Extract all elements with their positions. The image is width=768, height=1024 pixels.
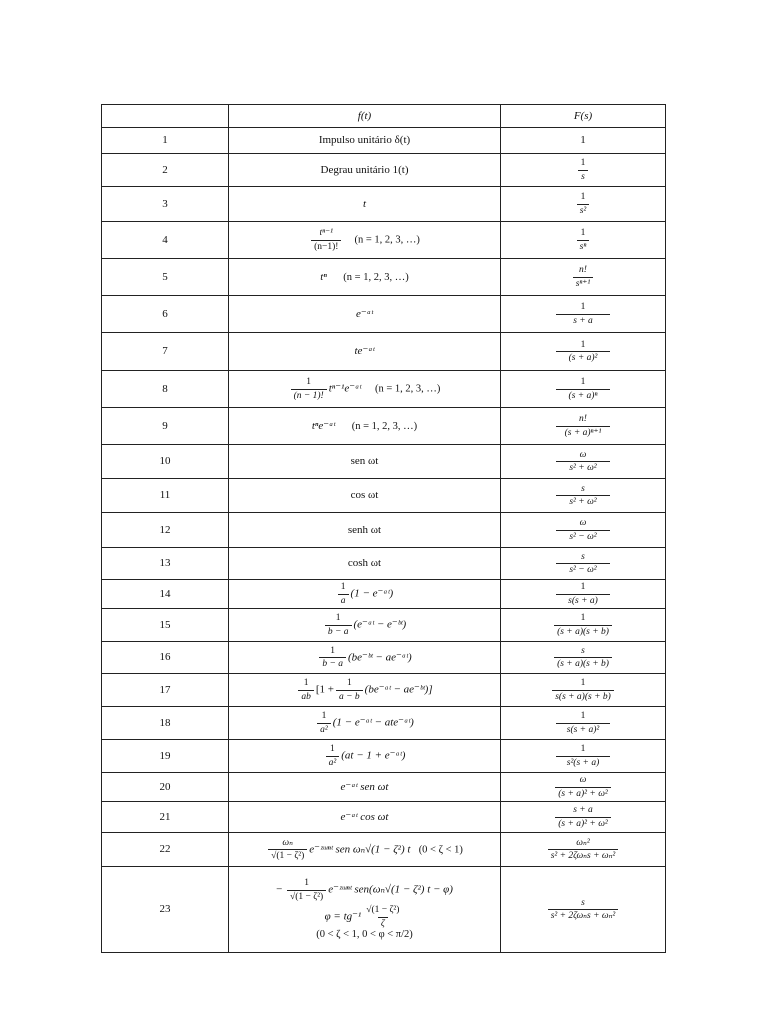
- laplace-transform: $\frac{s + a}{\text{(s + a)² + ω²}}$: [501, 802, 666, 833]
- header-f: f(t): [229, 105, 501, 128]
- time-function: sen ωt: [229, 445, 501, 479]
- laplace-transform: $\frac{1}{s}$: [501, 154, 666, 187]
- table-row: [102, 609, 666, 642]
- row-number: 16: [102, 642, 229, 674]
- time-function: cos ωt: [229, 479, 501, 513]
- table-row: [102, 580, 666, 609]
- time-function: cosh ωt: [229, 548, 501, 580]
- row-number: 6: [102, 296, 229, 333]
- time-function: $\frac{1}{ab}$ [1 + $\frac{1}{a - b}$ (be⁻ᵃᵗ − ae⁻ᵇᵗ)]: [229, 674, 501, 707]
- row-number: 7: [102, 333, 229, 371]
- row-number: 21: [102, 802, 229, 833]
- table-row: [102, 296, 666, 333]
- laplace-transform: $\frac{1}{\text{(s + a)ⁿ}}$: [501, 371, 666, 408]
- laplace-transform: $\frac{n!}{\text{(s + a)ⁿ⁺¹}}$: [501, 408, 666, 445]
- table-row: [102, 371, 666, 408]
- laplace-transform: $\frac{1}{\text{sⁿ}}$: [501, 222, 666, 259]
- table-row: [102, 445, 666, 479]
- table-row: [102, 408, 666, 445]
- time-function: senh ωt: [229, 513, 501, 548]
- time-function: Impulso unitário δ(t): [229, 128, 501, 154]
- laplace-transform: $\frac{\omega}{\text{s² + ω²}}$: [501, 445, 666, 479]
- header-row: [102, 105, 666, 128]
- row-number: 23: [102, 867, 229, 953]
- laplace-transform: $\frac{1}{\text{(s + a)²}}$: [501, 333, 666, 371]
- time-function: tⁿe⁻ᵃᵗ (n = 1, 2, 3, …): [229, 408, 501, 445]
- time-function: $\frac{1}{b - a}$ (e⁻ᵃᵗ − e⁻ᵇᵗ): [229, 609, 501, 642]
- table-row: [102, 642, 666, 674]
- table-row: [102, 479, 666, 513]
- laplace-transform: $\frac{\omega}{\text{s² − ω²}}$: [501, 513, 666, 548]
- row-number: 4: [102, 222, 229, 259]
- time-function: e⁻ᵃᵗ sen ωt: [229, 773, 501, 802]
- table-row: [102, 128, 666, 154]
- row-number: 22: [102, 833, 229, 867]
- time-function: $\frac{1}{\text{a²}}$ (1 − e⁻ᵃᵗ − ate⁻ᵃᵗ): [229, 707, 501, 740]
- row-number: 18: [102, 707, 229, 740]
- table-row: [102, 707, 666, 740]
- row-number: 11: [102, 479, 229, 513]
- time-function: $\frac{1}{b - a}$ (be⁻ᵇᵗ − ae⁻ᵃᵗ): [229, 642, 501, 674]
- laplace-transform: $\frac{1}{\text{s(s + a)²}}$: [501, 707, 666, 740]
- row-number: 3: [102, 187, 229, 222]
- time-function: Degrau unitário 1(t): [229, 154, 501, 187]
- laplace-transform: $\frac{1}{s + a}$: [501, 296, 666, 333]
- time-function: $\frac{1}{a}$ (1 − e⁻ᵃᵗ): [229, 580, 501, 609]
- laplace-transform: $\frac{s}{\text{s² − ω²}}$: [501, 548, 666, 580]
- laplace-transform: $\frac{1}{(s + a)(s + b)}$: [501, 609, 666, 642]
- time-function: $\frac{\text{ωₙ}}{\text{√(1 − ζ²)}}$ e⁻ᶻᵚⁿᵗ sen ωₙ√(1 − ζ²) t (0 < ζ < 1): [229, 833, 501, 867]
- table-row: [102, 333, 666, 371]
- header-F: F(s): [501, 105, 666, 128]
- table-row: [102, 867, 666, 953]
- row-number: 19: [102, 740, 229, 773]
- laplace-transform: $\frac{n!}{\text{sⁿ⁺¹}}$: [501, 259, 666, 296]
- laplace-transform: $\frac{1}{s(s + a)}$: [501, 580, 666, 609]
- laplace-transform: $\frac{s}{\text{s² + ω²}}$: [501, 479, 666, 513]
- table-row: [102, 674, 666, 707]
- row-number: 2: [102, 154, 229, 187]
- row-number: 8: [102, 371, 229, 408]
- row-number: 10: [102, 445, 229, 479]
- time-function: $\frac{1}{\text{a²}}$ (at − 1 + e⁻ᵃᵗ): [229, 740, 501, 773]
- row-number: 20: [102, 773, 229, 802]
- table-row: [102, 154, 666, 187]
- time-function: e⁻ᵃᵗ cos ωt: [229, 802, 501, 833]
- table-row: [102, 513, 666, 548]
- row-number: 9: [102, 408, 229, 445]
- row-number: 1: [102, 128, 229, 154]
- time-function: te⁻ᵃᵗ: [229, 333, 501, 371]
- row-number: 15: [102, 609, 229, 642]
- time-function: $\frac{1}{(n - 1)!}$ tⁿ⁻¹e⁻ᵃᵗ (n = 1, 2, 3, …): [229, 371, 501, 408]
- laplace-transform: $\frac{s}{\text{s² + 2ζωₙs + ωₙ²}}$: [501, 867, 666, 953]
- table-row: [102, 833, 666, 867]
- table-row: [102, 548, 666, 580]
- laplace-table: [101, 104, 666, 953]
- time-function: tⁿ (n = 1, 2, 3, …): [229, 259, 501, 296]
- table-row: [102, 222, 666, 259]
- laplace-transform: 1: [501, 128, 666, 154]
- row-number: 12: [102, 513, 229, 548]
- row-number: 14: [102, 580, 229, 609]
- table-row: [102, 773, 666, 802]
- time-function: t: [229, 187, 501, 222]
- table-row: [102, 802, 666, 833]
- row-number: 17: [102, 674, 229, 707]
- table-row: [102, 259, 666, 296]
- row-number: 13: [102, 548, 229, 580]
- laplace-transform: $\frac{1}{\text{s²(s + a)}}$: [501, 740, 666, 773]
- laplace-transform: $\frac{1}{s(s + a)(s + b)}$: [501, 674, 666, 707]
- time-function: $\frac{\text{tⁿ⁻¹}}{(n-1)!}$ (n = 1, 2, 3, …): [229, 222, 501, 259]
- table-row: [102, 740, 666, 773]
- laplace-transform: $\frac{\omega}{\text{(s + a)² + ω²}}$: [501, 773, 666, 802]
- time-function: − $\frac{1}{\text{√(1 − ζ²)}}$ e⁻ᶻᵚⁿᵗ sen(ωₙ√(1 − ζ²) t − φ) φ = tg⁻¹ $\frac{\text{√(1 − ζ²)}}{\zeta}$ (0 < ζ < 1, 0 < φ < π/2): [229, 867, 501, 953]
- table-row: [102, 187, 666, 222]
- row-number: 5: [102, 259, 229, 296]
- time-function: e⁻ᵃᵗ: [229, 296, 501, 333]
- laplace-transform: $\frac{\text{ωₙ²}}{\text{s² + 2ζωₙs + ωₙ²}}$: [501, 833, 666, 867]
- header-n: [102, 105, 229, 128]
- laplace-transform: $\frac{1}{\text{s²}}$: [501, 187, 666, 222]
- laplace-transform: $\frac{s}{(s + a)(s + b)}$: [501, 642, 666, 674]
